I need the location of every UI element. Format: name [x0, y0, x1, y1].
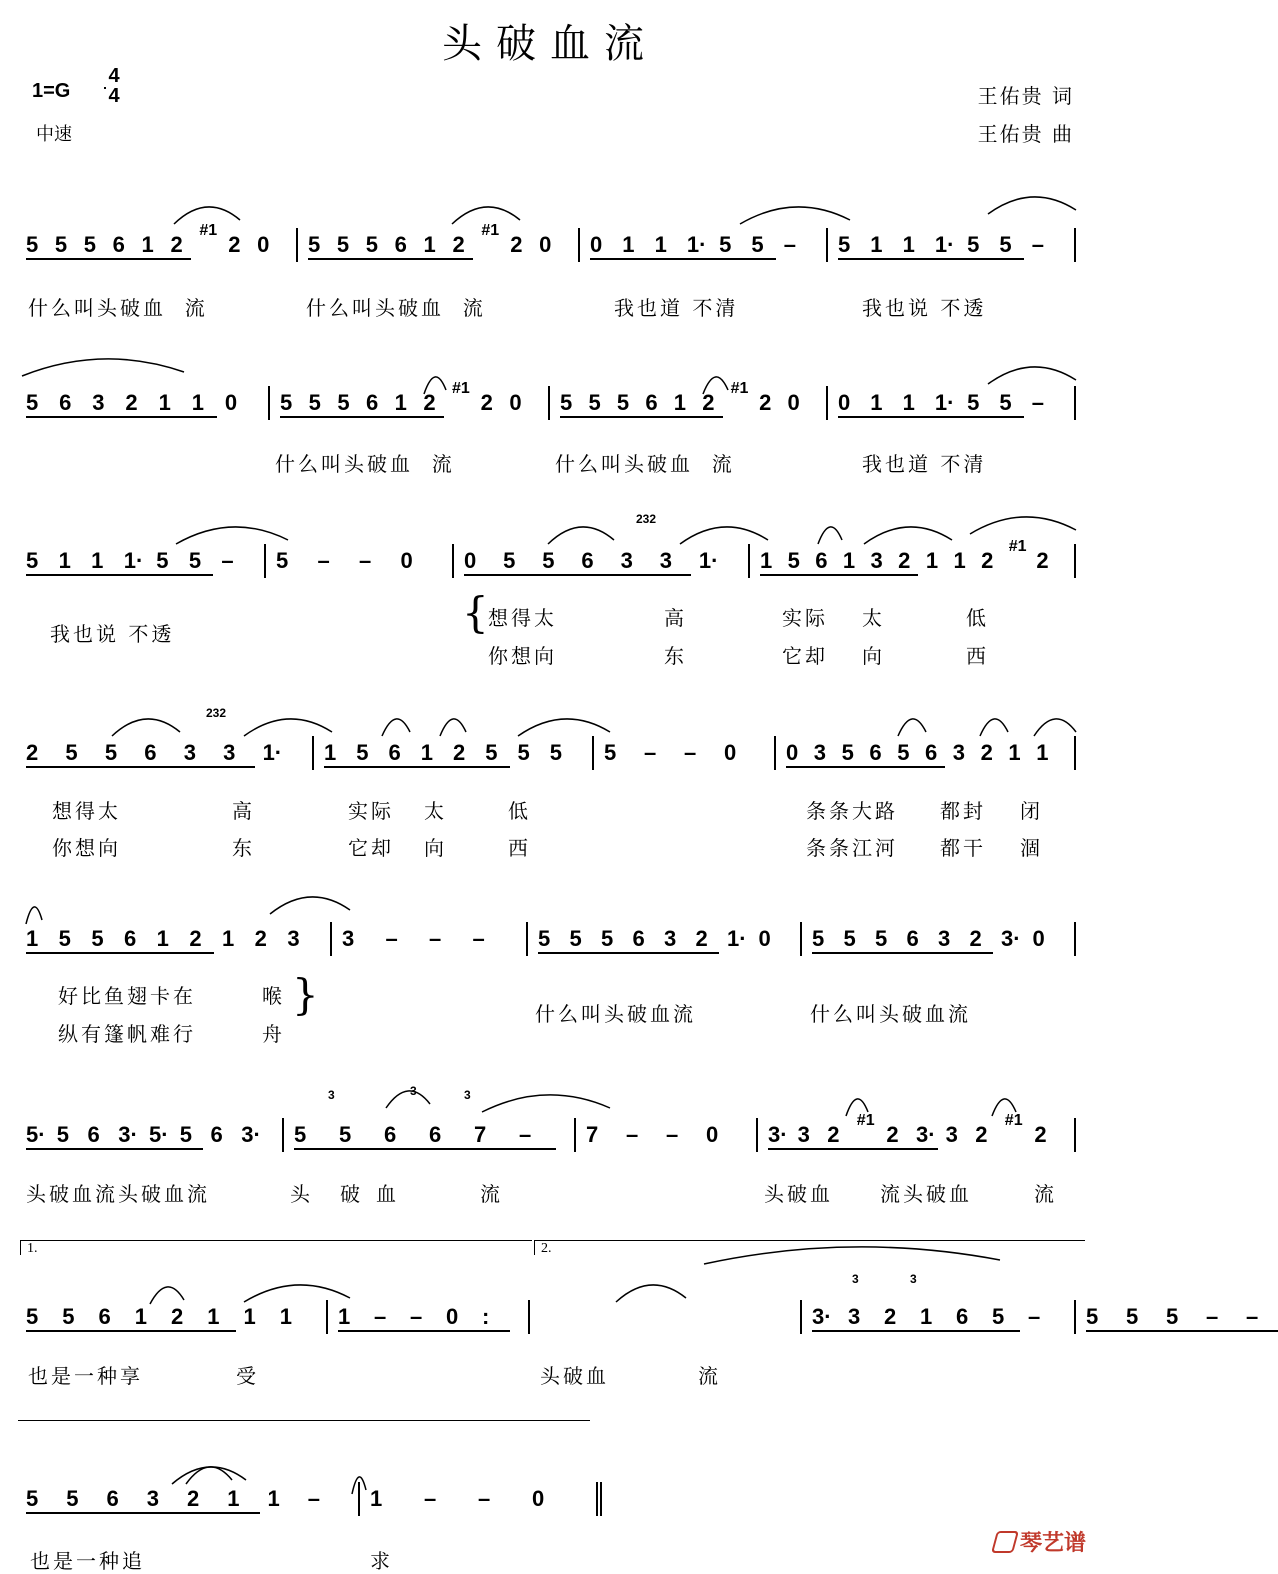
jianpu-note: 3 — [797, 1122, 810, 1147]
jianpu-note: 5 — [992, 1304, 1005, 1329]
lyric-line: 血 — [376, 1182, 399, 1206]
jianpu-note: 5 — [967, 232, 980, 257]
qinyipu-logo-icon — [991, 1531, 1019, 1553]
lyric-verse2: 舟 — [262, 1022, 285, 1046]
jianpu-note: 1 — [760, 548, 773, 573]
jianpu-note: 6 — [124, 926, 137, 951]
jianpu-note: 5 — [485, 740, 498, 765]
jianpu-note: 1 — [324, 740, 337, 765]
jianpu-note: – — [221, 548, 234, 573]
jianpu-note: 6 — [112, 232, 125, 257]
lyric-line: 流头破血 — [880, 1182, 972, 1206]
lyric-verse2: 条条江河 — [806, 836, 898, 860]
jianpu-note: 1 — [1036, 740, 1049, 765]
lyric-line: 也是一种追 — [30, 1549, 145, 1573]
lyric-verse1: 高 — [664, 606, 687, 630]
jianpu-note: #1 — [1004, 1112, 1023, 1129]
jianpu-note: 0 — [532, 1486, 545, 1511]
composer-credit: 王佑贵 曲 — [977, 122, 1074, 146]
jianpu-note: 1 — [267, 1486, 280, 1511]
jianpu-note: 2 — [898, 548, 911, 573]
jianpu-note: 3 — [870, 548, 883, 573]
jianpu-note: 1 — [191, 390, 204, 415]
jianpu-note: 0 — [539, 232, 552, 257]
jianpu-note: 2 — [969, 926, 982, 951]
jianpu-note: – — [519, 1122, 532, 1147]
jianpu-note: 5 — [339, 1122, 352, 1147]
jianpu-note: 3· — [118, 1122, 138, 1147]
lyric-line: 什么叫头破血 流 — [555, 452, 735, 476]
jianpu-note: 2 — [1034, 1122, 1047, 1147]
jianpu-note: 3 — [92, 390, 105, 415]
jianpu-note: 3 — [183, 740, 196, 765]
jianpu-note: – — [1031, 232, 1044, 257]
jianpu-note: 3 — [620, 548, 633, 573]
jianpu-note: 0 — [590, 232, 603, 257]
jianpu-note: 6 — [906, 926, 919, 951]
jianpu-note: 1 — [338, 1304, 351, 1329]
grace-note: 232 — [206, 706, 227, 720]
jianpu-note: 1 — [394, 390, 407, 415]
jianpu-note: 5 — [1166, 1304, 1179, 1329]
jianpu-note: 1 — [870, 232, 883, 257]
jianpu-note: 6 — [210, 1122, 223, 1147]
jianpu-note: 2 — [26, 740, 39, 765]
lyric-verse2: 你想向 — [488, 644, 557, 668]
lyric-line: 受 — [236, 1364, 259, 1388]
jianpu-note: 0 — [758, 926, 771, 951]
jianpu-note: 3 — [223, 740, 236, 765]
jianpu-note: 1 — [134, 1304, 147, 1329]
lyric-verse2: 向 — [424, 836, 447, 860]
grace-note: 3 — [464, 1088, 471, 1102]
jianpu-note: 5 — [156, 548, 169, 573]
jianpu-note: 3 — [848, 1304, 861, 1329]
lyric-verse2: 它却 — [348, 836, 394, 860]
jianpu-note: 5· — [149, 1122, 169, 1147]
jianpu-note: 6 — [815, 548, 828, 573]
jianpu-note: 2 — [452, 232, 465, 257]
lyric-line: 流 — [698, 1364, 721, 1388]
jianpu-note: 6 — [956, 1304, 969, 1329]
jianpu-note: 2 — [884, 1304, 897, 1329]
jianpu-note: 6 — [384, 1122, 397, 1147]
jianpu-note: 2 — [254, 926, 267, 951]
lyric-verse2: 涸 — [1020, 836, 1043, 860]
jianpu-note: 5 — [787, 548, 800, 573]
lyric-verse1: 低 — [508, 799, 531, 823]
jianpu-note: 3 — [342, 926, 355, 951]
lyric-line: 什么叫头破血 流 — [28, 296, 208, 320]
jianpu-note: 1 — [370, 1486, 383, 1511]
key-signature: 1=G — [32, 80, 71, 102]
jianpu-note: 5 — [841, 740, 854, 765]
jianpu-note: 5 — [104, 740, 118, 765]
jianpu-note: 1 — [423, 232, 436, 257]
jianpu-note: 1 — [920, 1304, 933, 1329]
jianpu-note: 5 — [65, 740, 78, 765]
jianpu-note: 1 — [673, 390, 687, 415]
jianpu-note: 0 — [509, 390, 522, 415]
jianpu-note: 5 — [308, 390, 321, 415]
jianpu-note: 6 — [388, 740, 401, 765]
jianpu-note: 5 — [999, 232, 1012, 257]
volta-first-ending: 1. — [20, 1240, 532, 1255]
jianpu-note: 6 — [144, 740, 157, 765]
jianpu-note: 1 — [870, 390, 883, 415]
jianpu-note: 5 — [58, 926, 71, 951]
jianpu-note: 5 — [26, 1304, 39, 1329]
jianpu-note: 1 — [420, 740, 433, 765]
jianpu-note: 0 — [224, 390, 238, 415]
jianpu-note: 3 — [659, 548, 672, 573]
jianpu-note: 1 — [925, 548, 939, 573]
jianpu-note: 1· — [123, 548, 144, 573]
song-title: 头破血流 — [442, 21, 658, 67]
jianpu-note: 5 — [812, 926, 825, 951]
jianpu-note: 3· — [916, 1122, 936, 1147]
jianpu-note: 2 — [125, 390, 138, 415]
lyric-line: 头 — [290, 1182, 313, 1206]
lyric-verse1: 实际 — [348, 799, 394, 823]
jianpu-note: 2 — [759, 390, 772, 415]
jianpu-note: 2 — [702, 390, 715, 415]
lyric-line: 我也道 不清 — [614, 296, 739, 320]
jianpu-note: 3· — [768, 1122, 788, 1147]
grace-note: 3 — [410, 1084, 417, 1098]
jianpu-note: 5 — [503, 548, 516, 573]
lyricist-credit: 王佑贵 词 — [977, 84, 1074, 108]
lyric-line: 头破血流头破血流 — [26, 1182, 210, 1206]
jianpu-note: 6 — [581, 548, 594, 573]
jianpu-note: 1 — [26, 926, 39, 951]
lyric-line: 我也道 不清 — [862, 452, 987, 476]
jianpu-note: 5 — [875, 926, 888, 951]
jianpu-note: 0 — [1032, 926, 1045, 951]
jianpu-note: 5 — [356, 740, 369, 765]
lyric-verse1: 想得太 — [52, 799, 121, 823]
beam-underline — [1086, 1330, 1278, 1332]
jianpu-note: 2 — [189, 926, 202, 951]
jianpu-note: 0 — [257, 232, 270, 257]
jianpu-note: 6 — [98, 1304, 111, 1329]
lyric-verse2: 东 — [664, 644, 687, 668]
verse-brace: } — [292, 970, 319, 1019]
jianpu-note: – — [359, 548, 372, 573]
jianpu-note: 5 — [26, 390, 39, 415]
jianpu-note: 2 — [886, 1122, 899, 1147]
jianpu-note: 1 — [654, 232, 667, 257]
jianpu-note: 1 — [91, 548, 104, 573]
lyric-verse2: 纵有篷帆难行 — [58, 1022, 196, 1046]
jianpu-note: 1 — [141, 232, 154, 257]
jianpu-note: 5 — [838, 232, 851, 257]
verse-brace: { — [462, 588, 489, 637]
grace-note: 3 — [852, 1272, 859, 1286]
jianpu-note: 6 — [394, 232, 407, 257]
jianpu-note: 5 — [751, 232, 764, 257]
grace-note: 3 — [910, 1272, 917, 1286]
jianpu-note: 6 — [925, 740, 938, 765]
jianpu-note: 1 — [902, 232, 915, 257]
jianpu-note: 5 — [1126, 1304, 1139, 1329]
jianpu-note: 1 — [842, 548, 856, 573]
lyric-line: 求 — [370, 1549, 393, 1573]
jianpu-note: 6 — [429, 1122, 442, 1147]
jianpu-note: : — [482, 1304, 490, 1329]
lyric-verse1: 实际 — [782, 606, 828, 630]
jianpu-note: 5 — [569, 926, 582, 951]
jianpu-note: 7 — [474, 1122, 487, 1147]
lyric-verse1: 条条大路 — [806, 799, 898, 823]
jianpu-note: – — [1206, 1304, 1219, 1329]
jianpu-note: – — [385, 926, 398, 951]
jianpu-note: 1· — [934, 232, 955, 257]
jianpu-note: 2 — [827, 1122, 840, 1147]
jianpu-note: – — [1031, 390, 1044, 415]
jianpu-note: 3 — [938, 926, 951, 951]
jianpu-note: 1 — [158, 390, 171, 415]
jianpu-note: 1 — [227, 1486, 240, 1511]
jianpu-note: 1 — [243, 1304, 256, 1329]
jianpu-note: 5 — [56, 1122, 69, 1147]
lyric-verse1: 好比鱼翅卡在 — [58, 984, 196, 1008]
jianpu-note: 0 — [787, 390, 800, 415]
watermark-text: 琴艺谱 — [1019, 1531, 1086, 1556]
jianpu-note: 1· — [262, 740, 283, 765]
slur — [172, 1467, 246, 1484]
jianpu-note: 5 — [62, 1304, 75, 1329]
lyric-line: 头破血 — [540, 1364, 609, 1388]
jianpu-note: 3· — [241, 1122, 261, 1147]
jianpu-note: 5 — [83, 232, 97, 257]
jianpu-note: 5 — [26, 232, 39, 257]
jianpu-note: 5 — [549, 740, 562, 765]
jianpu-note: #1 — [856, 1112, 875, 1129]
jianpu-note: 1· — [727, 926, 747, 951]
jianpu-note: 3 — [952, 740, 966, 765]
lyric-verse2: 东 — [232, 836, 255, 860]
jianpu-note: 5 — [588, 390, 601, 415]
jianpu-note: 5 — [601, 926, 614, 951]
jianpu-note: – — [783, 232, 796, 257]
jianpu-note: 3· — [812, 1304, 832, 1329]
jianpu-note: 0 — [446, 1304, 459, 1329]
lyric-verse1: 想得太 — [488, 606, 557, 630]
jianpu-note: 1 — [902, 390, 915, 415]
jianpu-note: – — [374, 1304, 387, 1329]
lyric-verse1: 闭 — [1020, 799, 1043, 823]
lyric-verse1: 低 — [966, 606, 989, 630]
jianpu-note: – — [666, 1122, 679, 1147]
jianpu-note: 5 — [538, 926, 551, 951]
jianpu-note: 5 — [294, 1122, 307, 1147]
lyric-verse2: 它却 — [782, 644, 828, 668]
lyric-verse1: 都封 — [940, 799, 986, 823]
lyric-line: 流 — [480, 1182, 503, 1206]
jianpu-note: 0 — [786, 740, 799, 765]
jianpu-note: 2 — [170, 232, 183, 257]
jianpu-note: 5 — [26, 1486, 39, 1511]
jianpu-note: – — [429, 926, 442, 951]
jianpu-note: 2 — [480, 390, 493, 415]
jianpu-note: – — [626, 1122, 639, 1147]
lyric-verse2: 向 — [862, 644, 885, 668]
jianpu-note: – — [307, 1486, 320, 1511]
jianpu-note: 5 — [604, 740, 617, 765]
jianpu-note: 0 — [464, 548, 477, 573]
lyric-line: 什么叫头破血 流 — [306, 296, 486, 320]
jianpu-note: 1 — [156, 926, 169, 951]
jianpu-note: 5 — [179, 1122, 192, 1147]
jianpu-note: 5 — [66, 1486, 79, 1511]
lyric-line: 什么叫头破血 流 — [275, 452, 455, 476]
jianpu-note: 5 — [365, 232, 379, 257]
time-sig-top: 4 — [108, 65, 120, 87]
jianpu-note: 0 — [838, 390, 851, 415]
jianpu-note: – — [644, 740, 657, 765]
jianpu-note: 2 — [510, 232, 523, 257]
jianpu-note: 5 — [26, 548, 39, 573]
jianpu-note: 3 — [813, 740, 827, 765]
jianpu-note: 2 — [171, 1304, 184, 1329]
jianpu-note: 1 — [1008, 740, 1021, 765]
jianpu-note: 0 — [400, 548, 413, 573]
jianpu-note: 2 — [695, 926, 708, 951]
lyric-verse2: 都干 — [940, 836, 986, 860]
jianpu-note: 1 — [622, 232, 635, 257]
jianpu-note: 1 — [279, 1304, 292, 1329]
jianpu-note: 5 — [897, 740, 910, 765]
lyric-line: 我也说 不透 — [50, 622, 175, 646]
jianpu-note: 5 — [54, 232, 68, 257]
jianpu-note: – — [424, 1486, 437, 1511]
lyric-line: 什么叫头破血流 — [535, 1002, 696, 1026]
jianpu-note: 5 — [280, 390, 293, 415]
jianpu-note: 6 — [366, 390, 379, 415]
lyric-line: 破 — [340, 1182, 363, 1206]
jianpu-note: 3 — [664, 926, 677, 951]
jianpu-note: 2 — [1036, 548, 1049, 573]
jianpu-note: 5 — [308, 232, 321, 257]
jianpu-note: 5 — [188, 548, 202, 573]
jianpu-note: 1· — [698, 548, 719, 573]
jianpu-note: 3 — [146, 1486, 159, 1511]
lyric-verse1: 高 — [232, 799, 255, 823]
jianpu-note: 5 — [616, 390, 630, 415]
jianpu-note: 5 — [91, 926, 104, 951]
jianpu-note: – — [410, 1304, 423, 1329]
jianpu-note: 1 — [58, 548, 71, 573]
jianpu-note: 5 — [843, 926, 856, 951]
grace-note: 3 — [328, 1088, 335, 1102]
jianpu-note: 6 — [106, 1486, 119, 1511]
jianpu-note: 3 — [287, 926, 300, 951]
jianpu-note: 0 — [724, 740, 737, 765]
jianpu-note: 6 — [59, 390, 72, 415]
watermark-logo — [994, 1526, 1086, 1557]
jianpu-note: 6 — [645, 390, 658, 415]
jianpu-note: #1 — [199, 222, 218, 239]
jianpu-note: – — [1246, 1304, 1259, 1329]
jianpu-note: 5 — [517, 740, 530, 765]
jianpu-note: 2 — [980, 740, 993, 765]
jianpu-note: 1· — [934, 390, 955, 415]
grace-note: 232 — [636, 512, 657, 526]
jianpu-note: 5 — [719, 232, 732, 257]
volta-second-ending: 2. — [534, 1240, 1085, 1255]
jianpu-note: 1 — [222, 926, 235, 951]
jianpu-note: 1· — [686, 232, 707, 257]
jianpu-note: #1 — [452, 380, 470, 397]
jianpu-note: 5· — [26, 1122, 46, 1147]
lyric-verse2: 西 — [966, 644, 989, 668]
jianpu-note: 2 — [981, 548, 994, 573]
lyric-verse1: 太 — [424, 799, 447, 823]
jianpu-note: 2 — [423, 390, 436, 415]
lyric-verse1: 喉 — [262, 984, 285, 1008]
jianpu-note: 5 — [542, 548, 555, 573]
jianpu-note: 6 — [632, 926, 645, 951]
jianpu-note: 0 — [706, 1122, 719, 1147]
jianpu-note: 5 — [276, 548, 289, 573]
lyric-line: 流 — [1034, 1182, 1057, 1206]
lyric-line: 我也说 不透 — [862, 296, 987, 320]
lyric-line: 什么叫头破血流 — [810, 1002, 971, 1026]
jianpu-note: 3· — [1001, 926, 1021, 951]
lyric-verse1: 太 — [862, 606, 885, 630]
jianpu-note: 6 — [87, 1122, 100, 1147]
jianpu-note: 2 — [228, 232, 241, 257]
jianpu-note: 2 — [453, 740, 466, 765]
jianpu-note: 1 — [953, 548, 966, 573]
jianpu-note: 7 — [586, 1122, 599, 1147]
jianpu-note: – — [1028, 1304, 1041, 1329]
jianpu-note: 5 — [1086, 1304, 1099, 1329]
slur — [352, 1477, 366, 1494]
jianpu-note: 1 — [207, 1304, 220, 1329]
jianpu-note: 6 — [869, 740, 882, 765]
tempo-marking: 中速 — [36, 124, 72, 145]
jianpu-note: 5 — [560, 390, 573, 415]
jianpu-note: – — [684, 740, 697, 765]
lyric-line: 也是一种享 — [28, 1364, 143, 1388]
jianpu-note: 2 — [975, 1122, 988, 1147]
jianpu-note: 5 — [337, 390, 350, 415]
jianpu-note: #1 — [1008, 538, 1027, 555]
volta-continuation — [18, 1420, 590, 1435]
jianpu-note: – — [472, 926, 485, 951]
jianpu-note: 3 — [945, 1122, 958, 1147]
jianpu-note: #1 — [730, 380, 749, 397]
jianpu-note: – — [478, 1486, 491, 1511]
lyric-verse2: 你想向 — [52, 836, 121, 860]
jianpu-note: 5 — [967, 390, 980, 415]
jianpu-note: 5 — [999, 390, 1012, 415]
lyric-line: 头破血 — [764, 1182, 833, 1206]
lyric-verse2: 西 — [508, 836, 531, 860]
time-sig-bottom: 4 — [108, 85, 120, 107]
jianpu-note: 2 — [187, 1486, 200, 1511]
jianpu-note: #1 — [481, 222, 500, 239]
jianpu-note: – — [317, 548, 330, 573]
jianpu-note: 5 — [336, 232, 350, 257]
